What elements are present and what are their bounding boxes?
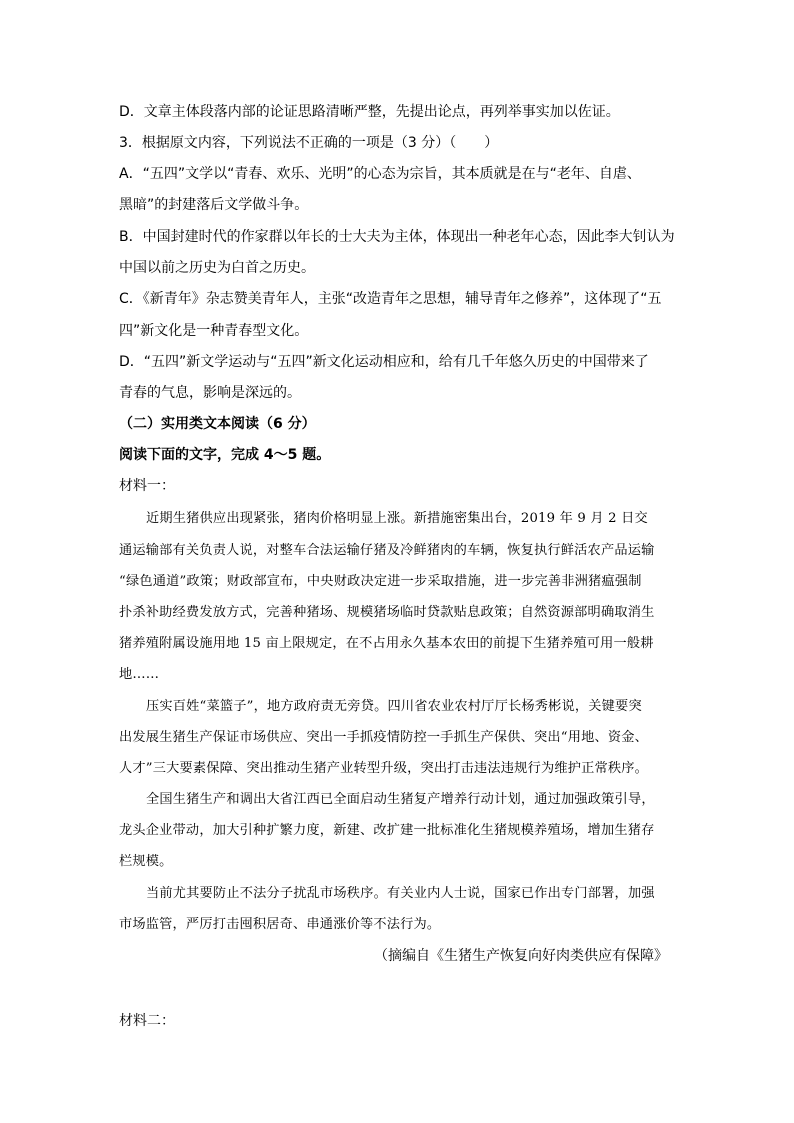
material-one-paragraph3-line1: 全国生猪生产和调出大省江西已全面启动生猪复产增养行动计划，通过加强政策引导， [146,792,655,807]
material-one-paragraph1-line2: 通运输部有关负责人说，对整车合法运输仔猪及冷鲜猪肉的车辆，恢复执行鲜活农产品运输 [119,543,655,558]
material-one-paragraph1-line6: 地…… [119,667,160,682]
q3-option-c-line2: 四”新文化是一种青春型文化。 [119,323,309,339]
material-one-label: 材料一： [119,478,175,494]
material-two-label: 材料二： [119,1013,175,1029]
q3-option-a-line2: 黑暗”的封建落后文学做斗争。 [119,197,309,213]
q3-option-b-line1: B．中国封建时代的作家群以年长的士大夫为主体，体现出一种老年心态，因此李大钊认为 [119,229,675,245]
material-one-paragraph4-line1: 当前尤其要防止不法分子扰乱市场秩序。有关业内人士说，国家已作出专门部署，加强 [146,886,655,901]
material-one-paragraph3-line2: 龙头企业带动，加大引种扩繁力度，新建、改扩建一批标准化生猪规模养殖场，增加生猪存 [119,823,655,838]
material-one-paragraph2-line2: 出发展生猪生产保证市场供应、突出一手抓疫情防控一手抓生产保供、突出“用地、资金、 [119,730,649,745]
q3-option-d-line2: 青春的气息，影响是深远的。 [119,385,301,401]
q3-option-c-line1: C．《新青年》杂志赞美青年人，主张“改造青年之思想，辅导青年之修养”，这体现了“五 [119,291,662,307]
material-one-paragraph2-line1: 压实百姓“菜篮子”，地方政府责无旁贷。四川省农业农村厅厅长杨秀彬说，关键要突 [146,699,642,714]
material-one-paragraph4-line2: 市场监管，严厉打击囤积居奇、串通涨价等不法行为。 [119,917,441,932]
material-one-paragraph1-line5: 猪养殖附属设施用地 15 亩上限规定，在不占用永久基本农田的前提下生猪养殖可用一般耕 [119,636,654,651]
material-one-paragraph2-line3: 人才”三大要素保障、突出推动生猪产业转型升级，突出打击违法违规行为维护正常秩序。 [119,761,649,776]
reading-instruction: 阅读下面的文字，完成 4～5 题。 [119,447,331,463]
material-one-paragraph3-line3: 栏规模。 [119,854,173,869]
q2-option-d: D．文章主体段落内部的论证思路清晰严整，先提出论点，再列举事实加以佐证。 [119,104,620,120]
q3-option-a-line1: A．“五四”文学以“青春、欢乐、光明”的心态为宗旨，其本质就是在与“老年、自虐、 [119,166,641,182]
material-one-paragraph1-line3: “绿色通道”政策；财政部宣布，中央财政决定进一步采取措施，进一步完善非洲猪瘟强制 [119,574,642,589]
section-title: （二）实用类文本阅读（6 分） [119,416,316,432]
q3-option-b-line2: 中国以前之历史为白首之历史。 [119,260,315,276]
q3-stem: 3．根据原文内容，下列说法不正确的一项是（3 分）（ ） [119,135,499,151]
material-one-source: （摘编自《生猪生产恢复向好肉类供应有保障》 [374,948,668,964]
material-one-paragraph1-line1: 近期生猪供应出现紧张，猪肉价格明显上涨。新措施密集出台，2019 年 9 月 2 日交 [146,511,648,526]
material-one-paragraph1-line4: 扑杀补助经费发放方式，完善种猪场、规模猪场临时贷款贴息政策；自然资源部明确取消生 [119,605,655,620]
q3-option-d-line1: D．“五四”新文学运动与“五四”新文化运动相应和，给有几千年悠久历史的中国带来了 [119,354,649,370]
